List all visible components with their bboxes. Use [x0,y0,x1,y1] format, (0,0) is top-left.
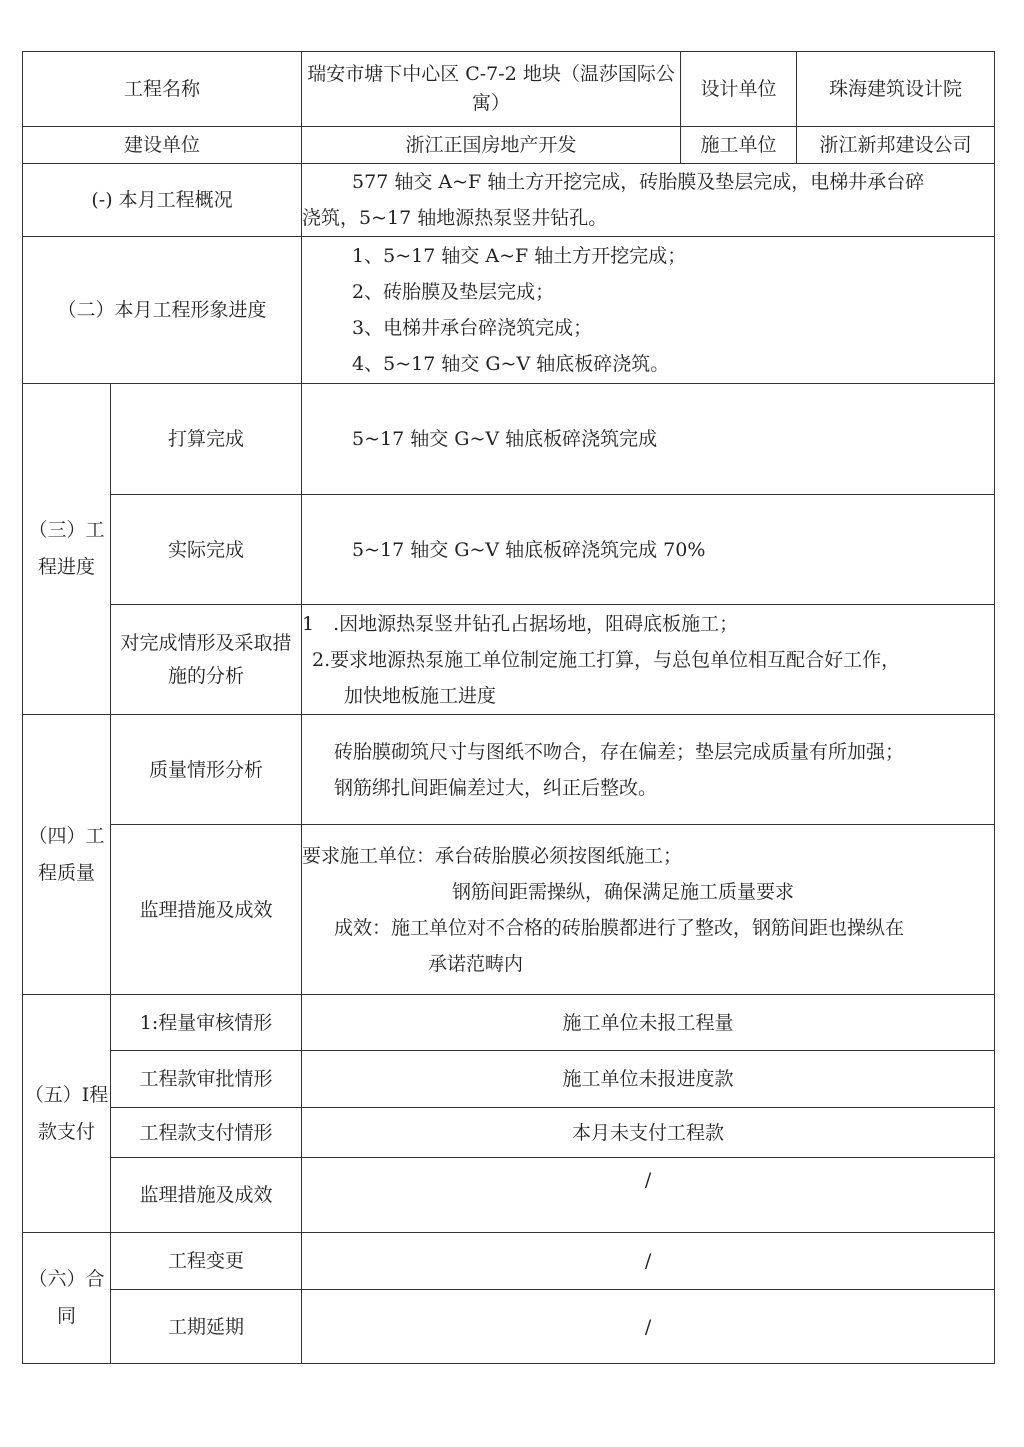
row-analysis [23,605,995,715]
row-change [23,1233,995,1290]
image-progress-label: （二）本月工程形象进度 [23,237,302,384]
overview-label: (-) 本月工程概况 [23,164,302,237]
analysis-text [302,605,995,715]
row-project-name [23,52,995,127]
payment-section-text: （五）I程款支付 [24,1083,109,1143]
quality-section-label [23,715,111,995]
row-audit [23,995,995,1051]
row-image-progress [23,237,995,384]
measures-line: 成效：施工单位对不合格的砖胎膜都进行了整改，钢筋间距也操纵在 [334,916,905,939]
quality-measures-label: 监理措施及成效 [111,825,302,995]
progress-item: 1、5~17 轴交 A~F 轴土方开挖完成； [352,245,687,268]
measures-line: 钢筋间距需操纵，确保满足施工质量要求 [452,880,795,903]
pay-value: 本月未支付工程款 [302,1108,995,1158]
plan-value: 5~17 轴交 G~V 轴底板碎浇筑完成 [302,384,995,495]
contract-section-label [23,1233,111,1364]
build-unit-label: 建设单位 [23,127,302,164]
row-actual [23,495,995,605]
design-unit-label: 设计单位 [681,52,797,127]
row-payment-measures [23,1158,995,1233]
row-build-unit [23,127,995,164]
row-overview [23,164,995,237]
payment-measures-label: 监理措施及成效 [111,1158,302,1233]
contract-section-text: （六）合同 [28,1268,105,1328]
change-value: / [302,1233,995,1290]
audit-value: 施工单位未报工程量 [302,995,995,1051]
analysis-line: 2.要求地源热泵施工单位制定施工打算，与总包单位相互配合好工作， [312,648,901,671]
row-delay [23,1290,995,1364]
project-name-value: 瑞安市塘下中心区 C-7-2 地块（温莎国际公寓） [302,52,681,127]
row-plan [23,384,995,495]
project-name-label: 工程名称 [23,52,302,127]
progress-item: 3、电梯井承台碎浇筑完成； [352,317,593,340]
image-progress-list [302,237,995,384]
measures-line: 承诺范畴内 [428,952,524,975]
pay-label: 工程款支付情形 [111,1108,302,1158]
overview-line: 浇筑，5~17 轴地源热泵竖井钻孔。 [302,207,608,230]
analysis-line: 加快地板施工进度 [344,684,497,707]
row-quality-measures [23,825,995,995]
construct-unit-value: 浙江新邦建设公司 [797,127,995,164]
progress-section-text: （三）工程进度 [28,519,105,579]
plan-label: 打算完成 [111,384,302,495]
report-table [22,51,995,1364]
payment-section-label [23,995,111,1233]
build-unit-value: 浙江正国房地产开发 [302,127,681,164]
overview-line: 577 轴交 A~F 轴土方开挖完成，砖胎膜及垫层完成，电梯井承台碎 [352,171,925,194]
row-quality-analysis [23,715,995,825]
audit-label: 1:程量审核情形 [111,995,302,1051]
measures-line: 要求施工单位：承台砖胎膜必须按图纸施工； [302,844,683,867]
progress-item: 4、5~17 轴交 G~V 轴底板碎浇筑。 [352,353,670,376]
progress-item: 2、砖胎膜及垫层完成； [352,281,555,304]
row-pay [23,1108,995,1158]
change-label: 工程变更 [111,1233,302,1290]
analysis-label: 对完成情形及采取措施的分析 [111,605,302,715]
approve-label: 工程款审批情形 [111,1051,302,1108]
quality-measures-text [302,825,995,995]
design-unit-value: 珠海建筑设计院 [797,52,995,127]
delay-value: / [302,1290,995,1364]
payment-measures-value: / [302,1158,995,1233]
quality-line: 钢筋绑扎间距偏差过大，纠正后整改。 [334,776,658,799]
delay-label: 工期延期 [111,1290,302,1364]
construct-unit-label: 施工单位 [681,127,797,164]
quality-line: 砖胎膜砌筑尺寸与图纸不吻合，存在偏差；垫层完成质量有所加强； [334,740,905,763]
overview-text [302,164,995,237]
quality-analysis-label: 质量情形分析 [111,715,302,825]
analysis-line: 1 .因地源热泵竖井钻孔占据场地，阻碍底板施工； [302,612,739,635]
actual-label: 实际完成 [111,495,302,605]
quality-section-text: （四）工程质量 [28,824,105,884]
actual-value: 5~17 轴交 G~V 轴底板碎浇筑完成 70% [302,495,995,605]
approve-value: 施工单位未报进度款 [302,1051,995,1108]
row-approve [23,1051,995,1108]
progress-section-label [23,384,111,715]
quality-analysis-text [302,715,995,825]
